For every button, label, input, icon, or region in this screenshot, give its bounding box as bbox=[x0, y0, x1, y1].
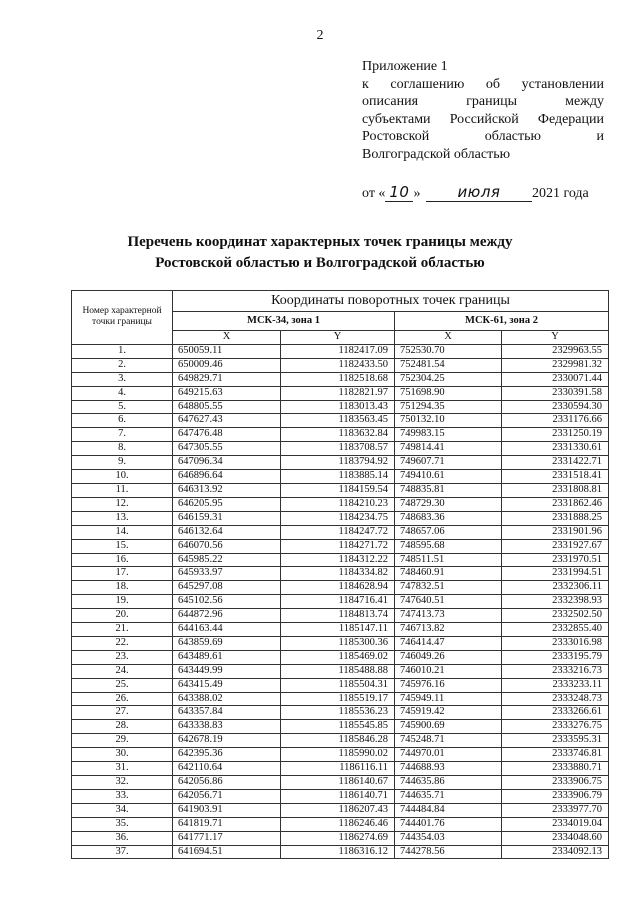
table-row bbox=[72, 776, 609, 790]
page-number: 2 bbox=[316, 28, 324, 43]
table-row bbox=[72, 483, 609, 497]
zone2-x-cell: 744401.76 bbox=[395, 817, 502, 831]
point-number-cell: 37. bbox=[72, 845, 173, 859]
zone1-y-cell: 1185147.11 bbox=[281, 623, 395, 637]
zone2-y-cell: 2333266.61 bbox=[502, 706, 609, 720]
zone2-y-cell: 2331808.81 bbox=[502, 483, 609, 497]
date-day-handwritten: 10 bbox=[385, 183, 413, 202]
zone1-y-cell: 1186207.43 bbox=[281, 803, 395, 817]
zone1-x-cell: 649215.63 bbox=[173, 386, 281, 400]
zone1-x-cell: 642056.71 bbox=[173, 789, 281, 803]
zone1-y-cell: 1184247.72 bbox=[281, 525, 395, 539]
date-prefix: от « bbox=[362, 186, 386, 201]
table-row bbox=[72, 386, 609, 400]
table-row bbox=[72, 609, 609, 623]
table-row bbox=[72, 803, 609, 817]
zone1-x-cell: 645102.56 bbox=[173, 595, 281, 609]
zone1-y-cell: 1184210.23 bbox=[281, 497, 395, 511]
zone2-y-cell: 2331888.25 bbox=[502, 511, 609, 525]
zone1-x-cell: 644163.44 bbox=[173, 623, 281, 637]
zone2-x-cell: 752481.54 bbox=[395, 358, 502, 372]
table-row bbox=[72, 414, 609, 428]
zone2-y-cell: 2333195.79 bbox=[502, 650, 609, 664]
table-row bbox=[72, 344, 609, 358]
zone1-y-cell: 1184234.75 bbox=[281, 511, 395, 525]
point-number-cell: 14. bbox=[72, 525, 173, 539]
table-row bbox=[72, 581, 609, 595]
zone2-header: МСК-61, зона 2 bbox=[395, 312, 609, 331]
zone1-y-cell: 1183013.43 bbox=[281, 400, 395, 414]
zone2-x-cell: 745949.11 bbox=[395, 692, 502, 706]
zone2-y-cell: 2330391.58 bbox=[502, 386, 609, 400]
zone1-x-cell: 643338.83 bbox=[173, 720, 281, 734]
point-number-cell: 33. bbox=[72, 789, 173, 803]
zone1-y-cell: 1182518.68 bbox=[281, 372, 395, 386]
zone2-y-cell: 2332502.50 bbox=[502, 609, 609, 623]
zone1-x-cell: 643388.02 bbox=[173, 692, 281, 706]
zone1-y-cell: 1186316.12 bbox=[281, 845, 395, 859]
point-number-cell: 31. bbox=[72, 762, 173, 776]
table-row bbox=[72, 831, 609, 845]
zone2-y-cell: 2333906.79 bbox=[502, 789, 609, 803]
zone1-y-cell: 1186140.71 bbox=[281, 789, 395, 803]
table-row bbox=[72, 734, 609, 748]
point-number-cell: 24. bbox=[72, 664, 173, 678]
table-row bbox=[72, 567, 609, 581]
zone1-y-cell: 1186274.69 bbox=[281, 831, 395, 845]
zone1-y-cell: 1184334.82 bbox=[281, 567, 395, 581]
point-number-cell: 27. bbox=[72, 706, 173, 720]
table-row bbox=[72, 525, 609, 539]
zone2-y-cell: 2333906.75 bbox=[502, 776, 609, 790]
zone2-x-cell: 749607.71 bbox=[395, 456, 502, 470]
zone1-y-cell: 1184312.22 bbox=[281, 553, 395, 567]
zone2-x-cell: 749983.15 bbox=[395, 428, 502, 442]
zone2-x-cell: 744635.86 bbox=[395, 776, 502, 790]
table-row bbox=[72, 456, 609, 470]
zone1-y-cell: 1185469.02 bbox=[281, 650, 395, 664]
table-row bbox=[72, 539, 609, 553]
zone1-x-cell: 644872.96 bbox=[173, 609, 281, 623]
zone1-x-cell: 646070.56 bbox=[173, 539, 281, 553]
zone1-y-cell: 1186246.46 bbox=[281, 817, 395, 831]
table-row bbox=[72, 497, 609, 511]
zone1-x-cell: 646896.64 bbox=[173, 470, 281, 484]
zone1-x-cell: 645985.22 bbox=[173, 553, 281, 567]
table-row bbox=[72, 650, 609, 664]
zone2-y-cell: 2331330.61 bbox=[502, 442, 609, 456]
zone2-y-cell: 2334092.13 bbox=[502, 845, 609, 859]
point-number-cell: 1. bbox=[72, 344, 173, 358]
zone1-x-cell: 642056.86 bbox=[173, 776, 281, 790]
table-row bbox=[72, 845, 609, 859]
zone1-x-cell: 641903.91 bbox=[173, 803, 281, 817]
zone2-x-cell: 747832.51 bbox=[395, 581, 502, 595]
zone2-x-cell: 750132.10 bbox=[395, 414, 502, 428]
zone1-x-cell: 645933.97 bbox=[173, 567, 281, 581]
zone2-x-cell: 745900.69 bbox=[395, 720, 502, 734]
zone2-y-cell: 2333216.73 bbox=[502, 664, 609, 678]
point-number-cell: 3. bbox=[72, 372, 173, 386]
zone1-x-cell: 647476.48 bbox=[173, 428, 281, 442]
zone2-y-cell: 2329981.32 bbox=[502, 358, 609, 372]
zone1-y-cell: 1184159.54 bbox=[281, 483, 395, 497]
document-title bbox=[0, 232, 640, 274]
zone2-y-cell: 2329963.55 bbox=[502, 344, 609, 358]
zone1-y-cell: 1183885.14 bbox=[281, 470, 395, 484]
table-row bbox=[72, 706, 609, 720]
agreement-date bbox=[362, 183, 589, 202]
zone1-y-cell: 1185519.17 bbox=[281, 692, 395, 706]
table-row bbox=[72, 748, 609, 762]
zone2-y-cell: 2331862.46 bbox=[502, 497, 609, 511]
date-mid: » bbox=[413, 186, 421, 201]
zone1-x-cell: 647627.43 bbox=[173, 414, 281, 428]
point-number-cell: 16. bbox=[72, 553, 173, 567]
appendix-line: описания границы между bbox=[362, 94, 604, 109]
zone1-y-cell: 1182433.50 bbox=[281, 358, 395, 372]
zone2-y-cell: 2332306.11 bbox=[502, 581, 609, 595]
zone2-x-cell: 747640.51 bbox=[395, 595, 502, 609]
zone1-x-cell: 643449.99 bbox=[173, 664, 281, 678]
table-row bbox=[72, 400, 609, 414]
zone2-x-cell: 747413.73 bbox=[395, 609, 502, 623]
table-row bbox=[72, 442, 609, 456]
zone2-y-cell: 2333595.31 bbox=[502, 734, 609, 748]
point-number-cell: 18. bbox=[72, 581, 173, 595]
zone1-x-cell: 648805.55 bbox=[173, 400, 281, 414]
point-number-header: Номер характерной точки границы bbox=[72, 291, 173, 345]
zone1-y-cell: 1185545.85 bbox=[281, 720, 395, 734]
zone2-y-cell: 2331970.51 bbox=[502, 553, 609, 567]
zone1-x-cell: 642678.19 bbox=[173, 734, 281, 748]
title-line-2: Ростовской областью и Волгоградской областью bbox=[155, 255, 485, 271]
zone2-y-cell: 2330594.30 bbox=[502, 400, 609, 414]
zone1-y-cell: 1182821.97 bbox=[281, 386, 395, 400]
table-row bbox=[72, 817, 609, 831]
zone2-x-cell: 744970.01 bbox=[395, 748, 502, 762]
zone2-x-cell: 746010.21 bbox=[395, 664, 502, 678]
point-number-cell: 7. bbox=[72, 428, 173, 442]
table-row bbox=[72, 664, 609, 678]
zone1-x-cell: 641819.71 bbox=[173, 817, 281, 831]
zone1-x-cell: 642395.36 bbox=[173, 748, 281, 762]
point-number-cell: 12. bbox=[72, 497, 173, 511]
zone2-x-cell: 748683.36 bbox=[395, 511, 502, 525]
appendix-line: субъектами Российской Федерации bbox=[362, 111, 604, 127]
zone1-x-cell: 646132.64 bbox=[173, 525, 281, 539]
zone1-x-cell: 641694.51 bbox=[173, 845, 281, 859]
zone1-x-cell: 643489.61 bbox=[173, 650, 281, 664]
point-number-cell: 4. bbox=[72, 386, 173, 400]
table-row bbox=[72, 789, 609, 803]
point-number-cell: 25. bbox=[72, 678, 173, 692]
zone2-y-cell: 2331994.51 bbox=[502, 567, 609, 581]
zone2-x-cell: 746414.47 bbox=[395, 636, 502, 650]
zone2-x-cell: 744484.84 bbox=[395, 803, 502, 817]
point-number-cell: 2. bbox=[72, 358, 173, 372]
zone2-y-cell: 2331901.96 bbox=[502, 525, 609, 539]
zone1-x-cell: 650009.46 bbox=[173, 358, 281, 372]
zone2-x-cell: 745248.71 bbox=[395, 734, 502, 748]
zone2-x-cell: 749814.41 bbox=[395, 442, 502, 456]
point-number-cell: 13. bbox=[72, 511, 173, 525]
point-number-cell: 9. bbox=[72, 456, 173, 470]
table-row bbox=[72, 692, 609, 706]
zone2-x-cell: 751698.90 bbox=[395, 386, 502, 400]
zone2-x-cell: 748460.91 bbox=[395, 567, 502, 581]
zone1-y-cell: 1185488.88 bbox=[281, 664, 395, 678]
zone2-y-cell: 2333276.75 bbox=[502, 720, 609, 734]
table-row bbox=[72, 553, 609, 567]
zone2-y-cell: 2333880.71 bbox=[502, 762, 609, 776]
point-number-cell: 20. bbox=[72, 609, 173, 623]
point-number-cell: 22. bbox=[72, 636, 173, 650]
zone2-x-cell: 748657.06 bbox=[395, 525, 502, 539]
zone1-x-cell: 649829.71 bbox=[173, 372, 281, 386]
zone1-y-cell: 1186116.11 bbox=[281, 762, 395, 776]
zone1-x-cell: 643415.49 bbox=[173, 678, 281, 692]
zone2-x-cell: 745976.16 bbox=[395, 678, 502, 692]
zone1-y-cell: 1183632.84 bbox=[281, 428, 395, 442]
zone1-y-cell: 1183708.57 bbox=[281, 442, 395, 456]
date-month-handwritten: июля bbox=[426, 183, 532, 202]
zone2-x-cell: 748595.68 bbox=[395, 539, 502, 553]
zone1-y-cell: 1183794.92 bbox=[281, 456, 395, 470]
table-row bbox=[72, 428, 609, 442]
point-number-cell: 6. bbox=[72, 414, 173, 428]
table-row bbox=[72, 678, 609, 692]
appendix-line: Приложение 1 bbox=[362, 59, 448, 74]
point-number-cell: 26. bbox=[72, 692, 173, 706]
zone2-y-cell: 2331176.66 bbox=[502, 414, 609, 428]
point-number-cell: 19. bbox=[72, 595, 173, 609]
zone2-x-cell: 746713.82 bbox=[395, 623, 502, 637]
zone1-x-cell: 643357.84 bbox=[173, 706, 281, 720]
zone1-y-cell: 1183563.45 bbox=[281, 414, 395, 428]
point-number-cell: 32. bbox=[72, 776, 173, 790]
table-row bbox=[72, 636, 609, 650]
zone1-y-cell: 1185846.28 bbox=[281, 734, 395, 748]
point-number-cell: 8. bbox=[72, 442, 173, 456]
zone2-x-cell: 751294.35 bbox=[395, 400, 502, 414]
zone2-y-cell: 2333233.11 bbox=[502, 678, 609, 692]
zone2-y-cell: 2331927.67 bbox=[502, 539, 609, 553]
point-number-cell: 5. bbox=[72, 400, 173, 414]
zone1-x-header: X bbox=[173, 331, 281, 345]
table-row bbox=[72, 623, 609, 637]
zone2-y-cell: 2333977.70 bbox=[502, 803, 609, 817]
point-number-cell: 35. bbox=[72, 817, 173, 831]
zone1-y-cell: 1184716.41 bbox=[281, 595, 395, 609]
point-number-cell: 17. bbox=[72, 567, 173, 581]
zone1-x-cell: 646313.92 bbox=[173, 483, 281, 497]
zone1-x-cell: 647096.34 bbox=[173, 456, 281, 470]
zone2-x-cell: 744354.03 bbox=[395, 831, 502, 845]
zone1-x-cell: 646159.31 bbox=[173, 511, 281, 525]
zone2-x-cell: 746049.26 bbox=[395, 650, 502, 664]
zone1-x-cell: 650059.11 bbox=[173, 344, 281, 358]
zone2-x-cell: 748835.81 bbox=[395, 483, 502, 497]
zone1-y-cell: 1184271.72 bbox=[281, 539, 395, 553]
point-number-cell: 36. bbox=[72, 831, 173, 845]
zone2-x-cell: 744635.71 bbox=[395, 789, 502, 803]
table-row bbox=[72, 720, 609, 734]
zone1-y-cell: 1184628.94 bbox=[281, 581, 395, 595]
title-line-1: Перечень координат характерных точек границы между bbox=[127, 234, 513, 250]
table-row bbox=[72, 762, 609, 776]
zone1-y-cell: 1185300.36 bbox=[281, 636, 395, 650]
zone2-x-cell: 744688.93 bbox=[395, 762, 502, 776]
coordinates-table bbox=[71, 290, 609, 859]
date-suffix: 2021 года bbox=[531, 186, 589, 201]
zone2-y-cell: 2334019.04 bbox=[502, 817, 609, 831]
zone2-y-cell: 2333248.73 bbox=[502, 692, 609, 706]
point-number-cell: 11. bbox=[72, 483, 173, 497]
table-row bbox=[72, 372, 609, 386]
zone1-x-cell: 643859.69 bbox=[173, 636, 281, 650]
zone2-y-cell: 2333746.81 bbox=[502, 748, 609, 762]
zone2-x-cell: 745919.42 bbox=[395, 706, 502, 720]
zone1-header: МСК-34, зона 1 bbox=[173, 312, 395, 331]
appendix-block bbox=[362, 58, 604, 163]
appendix-line: к соглашению об установлении bbox=[362, 76, 604, 92]
point-number-cell: 10. bbox=[72, 470, 173, 484]
coordinates-header: Координаты поворотных точек границы bbox=[173, 291, 609, 312]
zone2-x-cell: 749410.61 bbox=[395, 470, 502, 484]
zone2-y-cell: 2332855.40 bbox=[502, 623, 609, 637]
zone2-y-cell: 2331422.71 bbox=[502, 456, 609, 470]
zone2-y-cell: 2334048.60 bbox=[502, 831, 609, 845]
zone1-y-cell: 1186140.67 bbox=[281, 776, 395, 790]
zone1-y-cell: 1185536.23 bbox=[281, 706, 395, 720]
zone2-y-cell: 2331250.19 bbox=[502, 428, 609, 442]
table-row bbox=[72, 595, 609, 609]
point-number-cell: 15. bbox=[72, 539, 173, 553]
table-row bbox=[72, 511, 609, 525]
zone1-y-cell: 1182417.09 bbox=[281, 344, 395, 358]
appendix-line: Волгоградской областью bbox=[362, 146, 511, 162]
zone2-y-cell: 2332398.93 bbox=[502, 595, 609, 609]
zone2-y-header: Y bbox=[502, 331, 609, 345]
appendix-line: Ростовской областью и bbox=[362, 129, 604, 144]
zone2-x-cell: 748729.30 bbox=[395, 497, 502, 511]
point-number-cell: 23. bbox=[72, 650, 173, 664]
zone1-y-cell: 1184813.74 bbox=[281, 609, 395, 623]
zone2-y-cell: 2331518.41 bbox=[502, 470, 609, 484]
zone2-y-cell: 2333016.98 bbox=[502, 636, 609, 650]
zone1-x-cell: 641771.17 bbox=[173, 831, 281, 845]
zone1-y-cell: 1185990.02 bbox=[281, 748, 395, 762]
zone2-x-cell: 744278.56 bbox=[395, 845, 502, 859]
zone1-x-cell: 646205.95 bbox=[173, 497, 281, 511]
zone1-y-cell: 1185504.31 bbox=[281, 678, 395, 692]
zone2-x-cell: 752530.70 bbox=[395, 344, 502, 358]
zone1-y-header: Y bbox=[281, 331, 395, 345]
zone2-x-cell: 748511.51 bbox=[395, 553, 502, 567]
table-row bbox=[72, 470, 609, 484]
table-row bbox=[72, 358, 609, 372]
coordinates-body bbox=[72, 344, 609, 859]
zone2-x-cell: 752304.25 bbox=[395, 372, 502, 386]
point-number-cell: 28. bbox=[72, 720, 173, 734]
point-number-cell: 29. bbox=[72, 734, 173, 748]
zone2-x-header: X bbox=[395, 331, 502, 345]
point-number-cell: 34. bbox=[72, 803, 173, 817]
zone1-x-cell: 647305.55 bbox=[173, 442, 281, 456]
zone1-x-cell: 642110.64 bbox=[173, 762, 281, 776]
zone2-y-cell: 2330071.44 bbox=[502, 372, 609, 386]
point-number-cell: 21. bbox=[72, 623, 173, 637]
zone1-x-cell: 645297.08 bbox=[173, 581, 281, 595]
point-number-cell: 30. bbox=[72, 748, 173, 762]
